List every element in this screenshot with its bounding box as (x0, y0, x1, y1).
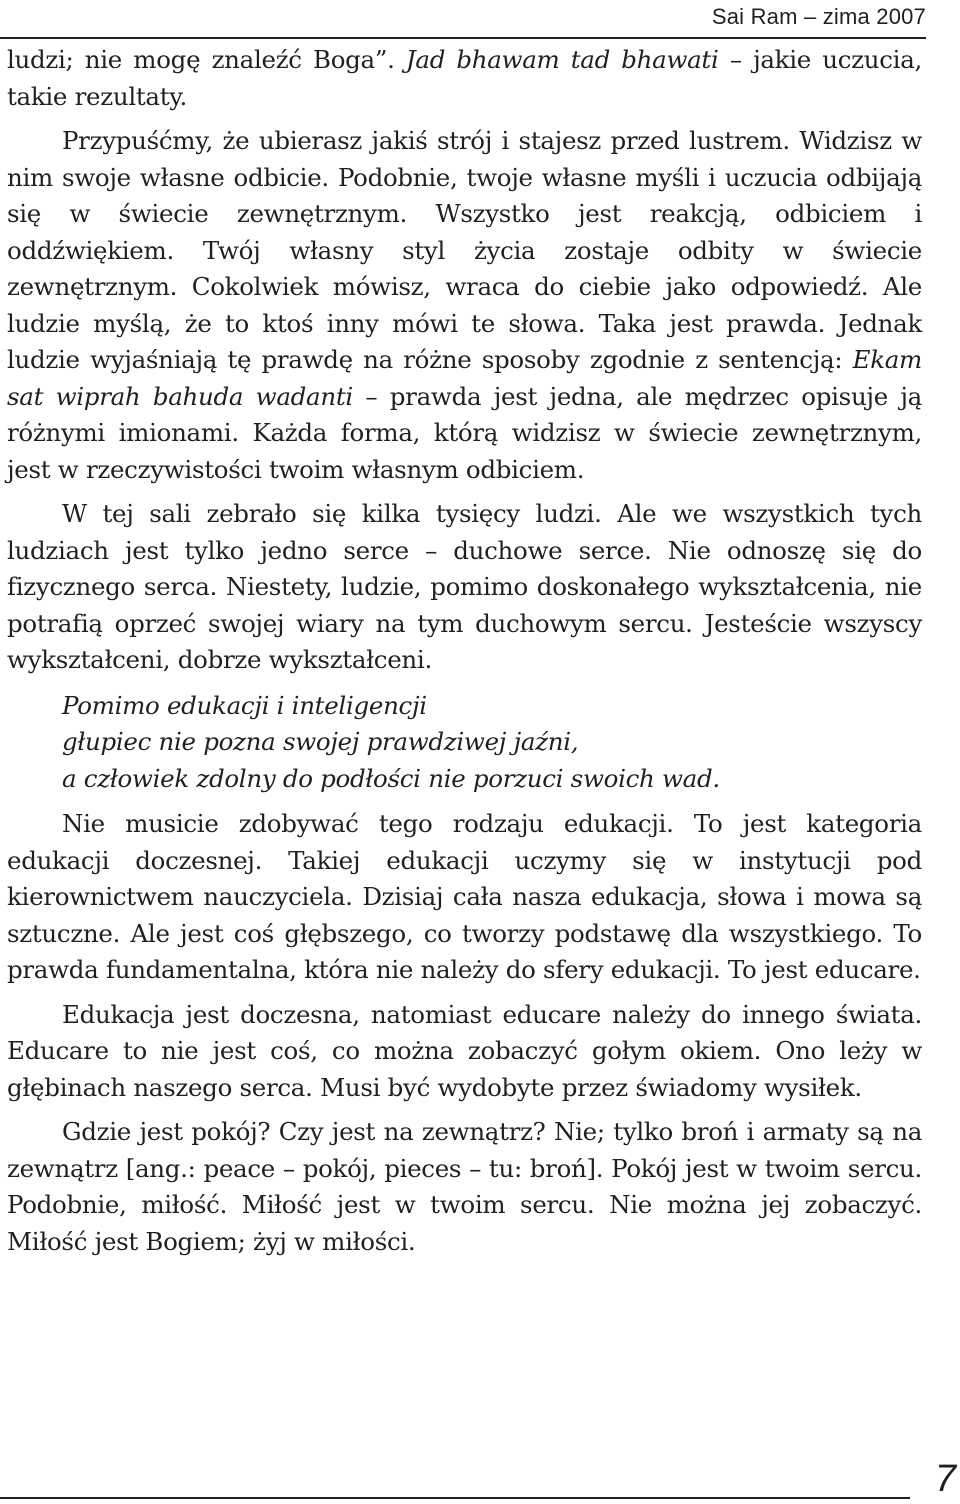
paragraph: Nie musicie zdobywać tego rodzaju edukacji. To jest kategoria edukacji doczesnej. Takiej edukacji uczymy się w instytucji pod kierownictwem nauczyciela. Dzisiaj cała nasza edukacja, słowa i mowa są sztuczne. Ale jest coś głębszego, co tworzy podstawę dla wszystkiego. To prawda fundamentalna, która nie należy do sfery edukacji. To jest educare. (7, 809, 922, 984)
italic-phrase: Ekam sat wiprah bahuda wadanti (7, 345, 922, 411)
poem-line: Pomimo edukacji i inteligencji (62, 690, 427, 720)
page-number: 7 (934, 1458, 956, 1500)
poem-line: głupiec nie pozna swojej prawdziwej jaźni, (62, 727, 579, 756)
paragraph: Gdzie jest pokój? Czy jest na zewnątrz? Nie; tylko broń i armaty są na zewnątrz [ang.: peace – pokój, pieces – tu: broń]. Pokój jest w twoim sercu. Podobnie, miłość. Miłość jest w twoim sercu. Nie można jej zobaczyć. Miłość jest Bogiem; żyj w miłości. (7, 1117, 922, 1256)
paragraph: W tej sali zebrało się kilka tysięcy ludzi. Ale we wszystkich tych ludziach jest tylko jedno serce – duchowe serce. Nie odnoszę się do fizycznego serca. Niestety, ludzie, pomimo doskonałego wykształcenia, nie potrafią oprzeć swojej wiary na tym duchowym sercu. Jesteście wszyscy wykształceni, dobrze wykształceni. (7, 499, 922, 674)
body-text (7, 42, 922, 1260)
paragraph: Przypuśćmy, że ubierasz jakiś strój i stajesz przed lustrem. Widzisz w nim swoje własne odbicie. Podobnie, twoje własne myśli i uczucia odbijają się w świecie zewnętrznym. Wszystko jest reakcją, odbiciem i oddźwiękiem. Twój własny styl życia zostaje odbity w świecie zewnętrznym. Cokolwiek mówisz, wraca do ciebie jako odpowiedź. Ale ludzie myślą, że to ktoś inny mówi te słowa. Taka jest prawda. Jednak ludzie wyjaśniają tę prawdę na różne sposoby zgodnie z sentencją: Ekam sat wiprah bahuda wadanti – prawda jest jedna, ale mędrzec opisuje ją różnymi imionami. Każda forma, którą widzisz w świecie zewnętrznym, jest w rzeczywistości twoim własnym odbiciem. (7, 126, 922, 484)
poem-line: a człowiek zdolny do podłości nie porzuci swoich wad. (62, 763, 720, 793)
running-header: Sai Ram – zima 2007 (711, 4, 926, 29)
header-rule (0, 37, 926, 39)
italic-phrase: Jad bhawam tad bhawati (405, 45, 719, 74)
poem-quote (62, 688, 922, 798)
footer-rule (0, 1497, 910, 1499)
paragraph: ludzi; nie mogę znaleźć Boga”. Jad bhawam tad bhawati – jakie uczucia, takie rezultaty. (7, 45, 922, 111)
paragraph: Edukacja jest doczesna, natomiast educare należy do innego świata. Educare to nie jest coś, co można zobaczyć gołym okiem. Ono leży w głębinach naszego serca. Musi być wydobyte przez świadomy wysiłek. (7, 999, 922, 1102)
